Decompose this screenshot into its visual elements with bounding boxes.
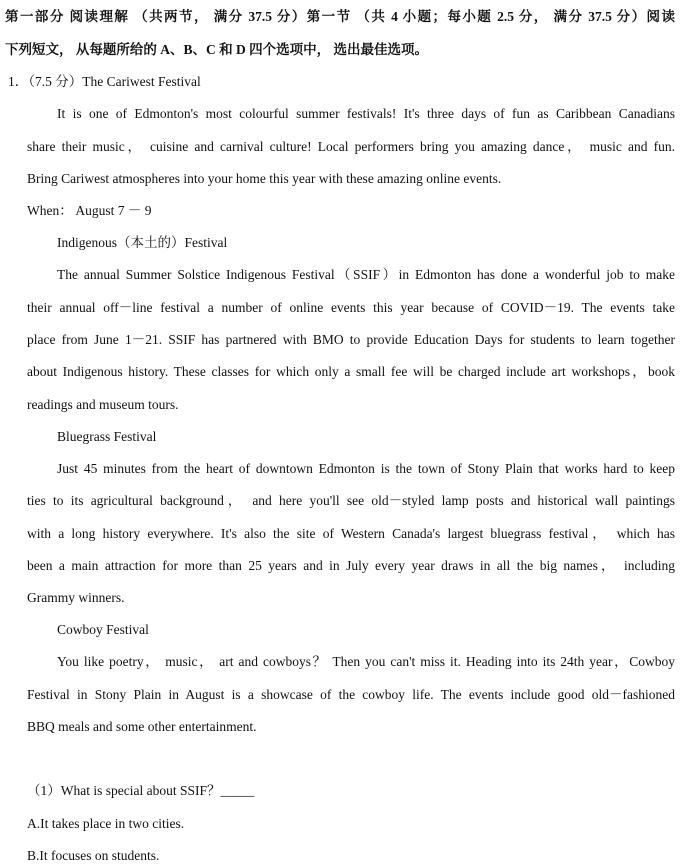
bluegrass-line-1: Just 45 minutes from the heart of downtown Edmonton is the town of Stony Plain that works hard to keep (57, 461, 675, 476)
option-a[interactable]: A.It takes place in two cities. (27, 816, 185, 831)
indigenous-line-2: their annual off－line festival a number of online events this year because of COVID－19. The events take (27, 300, 675, 315)
section-header-line-2: 下列短文， 从每题所给的 A、B、C 和 D 四个选项中， 选出最佳选项。 (5, 42, 429, 57)
cowboy-line-2: Festival in Stony Plain in August is a showcase of the cowboy life. The events include good old－fashioned (27, 687, 675, 702)
indigenous-title: Indigenous（本土的）Festival (57, 235, 228, 250)
bluegrass-line-4: been a main attraction for more than 25 years and in July every year draws in all the big names， including (27, 558, 675, 573)
indigenous-line-5: readings and museum tours. (27, 397, 179, 412)
section-header-line-1: 第一部分 阅读理解 （共两节， 满分 37.5 分）第一节 （共 4 小题；每小题 2.5 分， 满分 37.5 分）阅读 (5, 9, 675, 24)
when-line: When： August 7 － 9 (27, 203, 152, 218)
intro-line-2: share their music， cuisine and carnival culture! Local performers bring you amazing dance， music and fun. (27, 139, 675, 154)
bluegrass-line-2: ties to its agricultural background， and here you'll see old－styled lamp posts and historical wall paintings (27, 493, 675, 508)
bluegrass-line-5: Grammy winners. (27, 590, 125, 605)
bluegrass-line-3: with a long history everywhere. It's also the site of Western Canada's largest bluegrass festival， which has (27, 526, 675, 541)
indigenous-line-1: The annual Summer Solstice Indigenous Festival（SSIF）in Edmonton has done a wonderful job to make (57, 267, 675, 282)
intro-line-1: It is one of Edmonton's most colourful summer festivals! It's three days of fun as Caribbean Canadians (57, 106, 675, 121)
cowboy-title: Cowboy Festival (57, 622, 149, 637)
sub-question-prompt: （1）What is special about SSIF？_____ (27, 783, 255, 798)
indigenous-line-3: place from June 1－21. SSIF has partnered with BMO to provide Education Days for students to learn together (27, 332, 675, 347)
cowboy-line-3: BBQ meals and some other entertainment. (27, 719, 257, 734)
intro-line-3: Bring Cariwest atmospheres into your home this year with these amazing online events. (27, 171, 502, 186)
question-heading: 1．（7.5 分）The Cariwest Festival (8, 74, 201, 89)
cowboy-line-1: You like poetry， music， art and cowboys？ Then you can't miss it. Heading into its 24th year，Cowboy (57, 654, 675, 669)
option-b[interactable]: B.It focuses on students. (27, 848, 160, 863)
bluegrass-title: Bluegrass Festival (57, 429, 157, 444)
indigenous-line-4: about Indigenous history. These classes for which only a small fee will be charged include art workshops，book (27, 364, 675, 379)
